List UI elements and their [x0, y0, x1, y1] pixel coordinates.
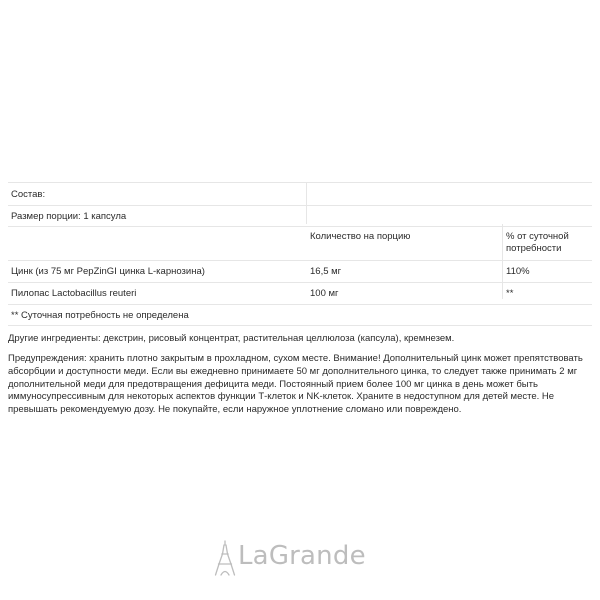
- daily-value-header: % от суточной потребности: [506, 231, 569, 254]
- ingredient-amount: 100 мг: [310, 288, 339, 299]
- supplement-facts-table: [8, 182, 592, 326]
- eiffel-tower-icon: [214, 540, 236, 576]
- ingredient-amount: 16,5 мг: [310, 266, 342, 277]
- footnote-row: [8, 305, 592, 326]
- ingredient-name: Цинк (из 75 мг PepZinGI цинка L-карнозина): [11, 266, 205, 277]
- ingredient-name: Пилопас Lactobacillus reuteri: [11, 288, 137, 299]
- facts-header-row: [8, 227, 592, 261]
- facts-title-row: [8, 182, 592, 206]
- table-divider: [502, 224, 503, 299]
- table-divider: [306, 182, 307, 224]
- amount-header: Количество на порцию: [310, 231, 411, 242]
- other-ingredients: Другие ингредиенты: декстрин, рисовый концентрат, растительная целлюлоза (капсула), кремнезем.: [8, 333, 455, 344]
- ingredient-daily-value: 110%: [506, 266, 530, 277]
- serving-size: Размер порции: 1 капсула: [11, 211, 127, 222]
- table-row: [8, 261, 592, 283]
- watermark-text: LaGrande: [238, 541, 366, 571]
- table-row: [8, 283, 592, 305]
- facts-title: Состав:: [11, 189, 46, 200]
- warnings-text: Предупреждения: хранить плотно закрытым в прохладном, сухом месте. Внимание! Дополнительный цинк может препятствовать абсорбции и доступности меди. Если вы ежедневно принимаете 50 мг дополнительного цинка, то следует также принимать 2 мг дополнительной меди для предотвращения дефицита меди. Постоянный прием более 100 мг цинка в день может быть иммуносупрессивным для некоторых аспектов функции Т-клеток и NK-клеток. Храните в недоступном для детей месте. Не превышать рекомендуемую дозу. Не покупайте, если наружное уплотнение сломано или повреждено.: [8, 353, 583, 416]
- ingredient-daily-value: **: [506, 288, 514, 299]
- lagrande-watermark-logo: [214, 538, 394, 578]
- serving-size-row: [8, 206, 592, 227]
- facts-footnote: ** Суточная потребность не определена: [11, 310, 189, 321]
